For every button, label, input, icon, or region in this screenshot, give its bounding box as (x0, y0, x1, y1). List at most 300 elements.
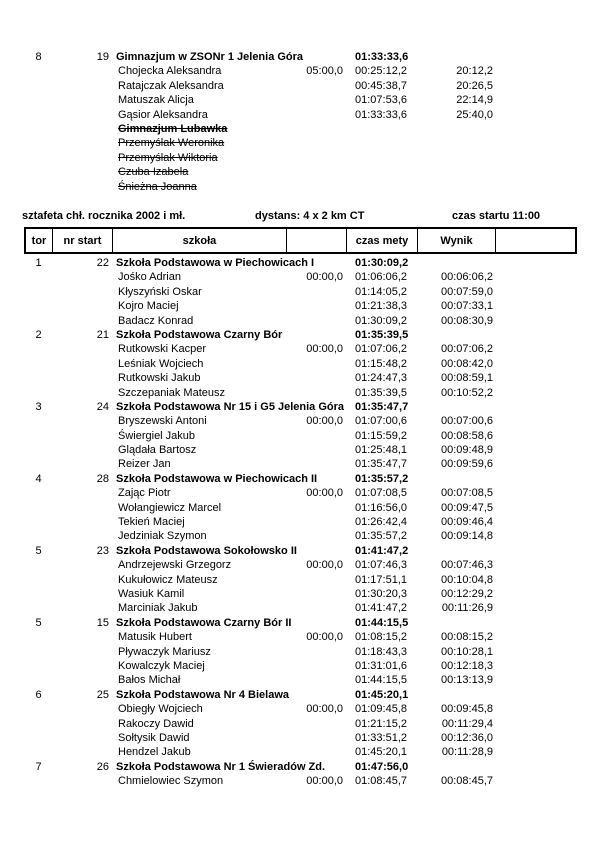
empty-cell (287, 745, 347, 759)
empty-cell (497, 180, 577, 194)
empty-cell (418, 544, 497, 558)
empty-cell (53, 745, 113, 759)
finish-time: 01:07:00,6 (355, 415, 407, 428)
athlete-row (24, 429, 577, 443)
empty-cell (287, 587, 347, 601)
start-offset: 00:00,0 (306, 415, 343, 428)
empty-cell (53, 285, 113, 299)
athlete-row (24, 285, 577, 299)
finish-time: 01:24:47,3 (355, 372, 407, 385)
athlete-row (24, 630, 577, 644)
athlete-row (24, 108, 577, 122)
empty-cell (287, 472, 347, 486)
leg-time: 00:08:15,2 (441, 631, 493, 644)
finish-time: 01:09:45,8 (355, 703, 407, 716)
start-number-cell: 26 (96, 760, 109, 773)
athlete-name: Szczepaniak Mateusz (118, 386, 225, 399)
empty-cell (53, 529, 113, 543)
athlete-name: Chmielowiec Szymon (118, 775, 224, 788)
empty-cell (497, 702, 577, 716)
empty-cell (24, 558, 53, 572)
athlete-row (24, 414, 577, 428)
empty-cell (347, 151, 418, 165)
empty-cell (53, 645, 113, 659)
empty-cell (418, 400, 497, 414)
empty-cell (497, 64, 577, 78)
start-offset: 00:00,0 (306, 703, 343, 716)
empty-cell (24, 314, 53, 328)
school-name: Szkoła Podstawowa w Piechowicach II (116, 472, 318, 485)
empty-cell (53, 731, 113, 745)
empty-cell (53, 357, 113, 371)
empty-cell (497, 688, 577, 702)
start-offset: 00:00,0 (306, 487, 343, 500)
empty-cell (53, 486, 113, 500)
athlete-name: Zając Piotr (118, 487, 171, 500)
team-row (24, 50, 577, 64)
empty-cell (497, 429, 577, 443)
leg-time: 00:07:33,1 (441, 300, 493, 313)
empty-cell (497, 544, 577, 558)
start-offset: 00:00,0 (306, 271, 343, 284)
start-number-cell: 19 (96, 51, 109, 63)
empty-cell (418, 151, 497, 165)
empty-cell (24, 180, 53, 194)
empty-cell (497, 486, 577, 500)
empty-cell (497, 328, 577, 342)
empty-cell (287, 429, 347, 443)
finish-time: 01:41:47,2 (355, 602, 407, 615)
empty-cell (53, 558, 113, 572)
athlete-name: Matuszak Alicja (118, 94, 194, 107)
athlete-name: Rutkowski Jakub (118, 372, 201, 385)
empty-cell (24, 342, 53, 356)
empty-cell (497, 299, 577, 313)
athlete-name: Tekień Maciej (118, 516, 185, 529)
start-offset: 00:00,0 (306, 559, 343, 572)
empty-cell (287, 443, 347, 457)
athlete-name: Obiegły Wojciech (118, 703, 203, 716)
empty-cell (497, 270, 577, 284)
empty-cell (53, 501, 113, 515)
start-offset: 00:00,0 (306, 343, 343, 356)
empty-cell (497, 314, 577, 328)
leg-time: 00:07:08,5 (441, 487, 493, 500)
empty-cell (287, 256, 347, 270)
empty-cell (24, 745, 53, 759)
category-label: sztafeta chł. rocznika 2002 i mł. (22, 210, 186, 222)
empty-cell (24, 630, 53, 644)
start-time-label: czas startu 11:00 (452, 210, 541, 222)
team-row (24, 688, 577, 702)
empty-cell (418, 122, 497, 136)
empty-cell (287, 515, 347, 529)
empty-cell (497, 472, 577, 486)
team-total-time: 01:35:47,7 (355, 400, 409, 413)
empty-cell (53, 673, 113, 687)
team-total-time: 01:44:15,5 (355, 616, 409, 629)
athlete-row (24, 314, 577, 328)
column-header-nr-start: nr start (53, 229, 113, 252)
empty-cell (24, 299, 53, 313)
empty-cell (497, 558, 577, 572)
empty-cell (497, 573, 577, 587)
empty-cell (24, 731, 53, 745)
leg-time: 00:09:14,8 (441, 530, 493, 543)
empty-cell (24, 357, 53, 371)
empty-cell (287, 457, 347, 471)
empty-cell (24, 165, 53, 179)
lane-cell: 6 (35, 688, 42, 701)
athlete-row (24, 443, 577, 457)
finish-time: 01:18:43,3 (355, 645, 407, 658)
leg-time: 00:09:45,8 (441, 703, 493, 716)
school-name: Szkoła Podstawowa Sokołowsko II (116, 544, 297, 557)
empty-cell (24, 573, 53, 587)
athlete-name: Kłyszyński Oskar (118, 285, 202, 298)
crossed-out-name: Śnieżna Joanna (118, 180, 197, 193)
empty-cell (497, 717, 577, 731)
column-header-tor: tor (26, 229, 53, 252)
empty-cell (287, 50, 347, 64)
previous-category-block (24, 50, 577, 194)
crossed-out-name: Gimnazjum Lubawka (118, 122, 228, 135)
athlete-row (24, 342, 577, 356)
leg-time: 22:14,9 (456, 94, 493, 107)
empty-cell (497, 645, 577, 659)
empty-cell (287, 299, 347, 313)
leg-time: 00:07:00,6 (441, 415, 493, 428)
column-header-school: szkoła (113, 229, 287, 252)
empty-cell (347, 165, 418, 179)
empty-cell (497, 673, 577, 687)
lane-cell: 2 (35, 328, 42, 341)
crossed-out-row (24, 165, 577, 179)
athlete-row (24, 457, 577, 471)
athlete-name: Rutkowski Kacper (118, 343, 207, 356)
empty-cell (418, 688, 497, 702)
start-number-cell: 28 (96, 472, 109, 485)
empty-cell (53, 165, 113, 179)
empty-cell (287, 688, 347, 702)
finish-time: 01:35:47,7 (355, 458, 407, 471)
start-number-cell: 25 (96, 688, 109, 701)
athlete-name: Reizer Jan (118, 458, 171, 471)
column-header-wynik: Wynik (418, 229, 496, 252)
empty-cell (287, 573, 347, 587)
empty-cell (24, 601, 53, 615)
school-name: Szkoła Podstawowa Nr 15 i G5 Jelenia Góra (116, 400, 345, 413)
athlete-row (24, 717, 577, 731)
athlete-name: Pływaczyk Mariusz (118, 645, 211, 658)
finish-time: 01:07:06,2 (355, 343, 407, 356)
school-name: Szkoła Podstawowa w Piechowicach I (116, 257, 315, 269)
empty-cell (497, 357, 577, 371)
empty-cell (287, 285, 347, 299)
empty-cell (287, 136, 347, 150)
finish-time: 01:15:59,2 (355, 429, 407, 442)
athlete-name: Gąsior Aleksandra (118, 108, 208, 121)
empty-cell (418, 50, 497, 64)
empty-cell (24, 64, 53, 78)
empty-cell (53, 630, 113, 644)
lane-cell: 5 (35, 616, 42, 629)
empty-cell (53, 515, 113, 529)
empty-cell (497, 93, 577, 107)
results-table-header (24, 227, 577, 254)
leg-time: 00:07:59,0 (441, 285, 493, 298)
athlete-name: Wasiuk Kamil (118, 587, 185, 600)
empty-cell (287, 93, 347, 107)
athlete-row (24, 529, 577, 543)
start-number-cell: 21 (96, 328, 109, 341)
empty-cell (287, 645, 347, 659)
school-name: Szkoła Podstawowa Nr 1 Świeradów Zd. (116, 760, 326, 773)
leg-time: 00:08:45,7 (441, 775, 493, 788)
finish-time: 01:33:33,6 (355, 108, 407, 121)
empty-cell (418, 616, 497, 630)
athlete-name: Kukułowicz Mateusz (118, 573, 218, 586)
empty-cell (497, 79, 577, 93)
empty-cell (53, 601, 113, 615)
finish-time: 01:07:53,6 (355, 94, 407, 107)
start-offset: 00:00,0 (306, 775, 343, 788)
athlete-row (24, 515, 577, 529)
empty-cell (24, 501, 53, 515)
empty-cell (53, 93, 113, 107)
athlete-row (24, 601, 577, 615)
leg-time: 00:08:42,0 (441, 357, 493, 370)
empty-cell (53, 122, 113, 136)
empty-cell (53, 702, 113, 716)
empty-cell (24, 774, 53, 788)
athlete-row (24, 270, 577, 284)
empty-cell (287, 357, 347, 371)
leg-time: 00:13:13,9 (441, 674, 493, 687)
empty-cell (287, 108, 347, 122)
empty-cell (418, 256, 497, 270)
team-row (24, 472, 577, 486)
finish-time: 01:25:48,1 (355, 444, 407, 457)
empty-cell (53, 314, 113, 328)
empty-cell (497, 50, 577, 64)
empty-cell (497, 457, 577, 471)
athlete-row (24, 774, 577, 788)
leg-time: 00:09:59,6 (441, 458, 493, 471)
team-total-time: 01:30:09,2 (355, 257, 409, 269)
athlete-row (24, 357, 577, 371)
team-row (24, 400, 577, 414)
empty-cell (497, 136, 577, 150)
finish-time: 01:26:42,4 (355, 516, 407, 529)
empty-cell (497, 285, 577, 299)
empty-cell (497, 414, 577, 428)
athlete-row (24, 93, 577, 107)
empty-cell (53, 371, 113, 385)
athlete-name: Świergiel Jakub (118, 429, 196, 442)
finish-time: 01:15:48,2 (355, 357, 407, 370)
empty-cell (24, 673, 53, 687)
empty-cell (497, 731, 577, 745)
empty-cell (53, 587, 113, 601)
empty-cell (24, 122, 53, 136)
finish-time: 01:06:06,2 (355, 271, 407, 284)
athlete-row (24, 386, 577, 400)
athlete-name: Andrzejewski Grzegorz (118, 559, 232, 572)
empty-cell (53, 774, 113, 788)
lane-cell: 4 (35, 472, 42, 485)
column-header-empty (496, 229, 575, 252)
finish-time: 01:30:09,2 (355, 314, 407, 327)
empty-cell (53, 443, 113, 457)
athlete-name: Wołangiewicz Marcel (118, 501, 222, 514)
leg-time: 00:09:48,9 (441, 444, 493, 457)
empty-cell (24, 414, 53, 428)
empty-cell (24, 702, 53, 716)
team-row (24, 328, 577, 342)
start-number-cell: 15 (96, 616, 109, 629)
leg-time: 00:08:59,1 (441, 372, 493, 385)
leg-time: 25:40,0 (456, 108, 493, 121)
leg-time: 00:12:29,2 (441, 587, 493, 600)
empty-cell (418, 472, 497, 486)
empty-cell (24, 486, 53, 500)
start-number-cell: 22 (96, 257, 109, 269)
leg-time: 00:10:52,2 (441, 386, 493, 399)
column-header-czas-mety: czas mety (347, 229, 418, 252)
empty-cell (497, 774, 577, 788)
athlete-name: Glądała Bartosz (118, 444, 197, 457)
start-number-cell: 24 (96, 400, 109, 413)
athlete-row (24, 702, 577, 716)
athlete-row (24, 573, 577, 587)
team-total-time: 01:35:39,5 (355, 328, 409, 341)
athlete-name: Sołtysik Dawid (118, 731, 190, 744)
empty-cell (287, 760, 347, 774)
team-total-time: 01:33:33,6 (355, 51, 409, 63)
empty-cell (497, 659, 577, 673)
empty-cell (287, 151, 347, 165)
empty-cell (497, 256, 577, 270)
empty-cell (287, 501, 347, 515)
finish-time: 01:07:08,5 (355, 487, 407, 500)
leg-time: 00:07:06,2 (441, 343, 493, 356)
empty-cell (287, 601, 347, 615)
finish-time: 01:07:46,3 (355, 559, 407, 572)
empty-cell (418, 760, 497, 774)
finish-time: 01:31:01,6 (355, 659, 407, 672)
athlete-row (24, 64, 577, 78)
team-total-time: 01:35:57,2 (355, 472, 409, 485)
empty-cell (53, 299, 113, 313)
empty-cell (287, 314, 347, 328)
empty-cell (497, 630, 577, 644)
leg-time: 00:09:47,5 (441, 501, 493, 514)
empty-cell (497, 529, 577, 543)
empty-cell (347, 136, 418, 150)
leg-time: 00:11:29,4 (441, 717, 493, 730)
empty-cell (24, 429, 53, 443)
athlete-name: Ratajczak Aleksandra (118, 79, 224, 92)
start-offset: 00:00,0 (306, 631, 343, 644)
empty-cell (24, 587, 53, 601)
empty-cell (287, 659, 347, 673)
empty-cell (418, 136, 497, 150)
finish-time: 01:08:45,7 (355, 775, 407, 788)
team-row (24, 616, 577, 630)
finish-time: 01:35:39,5 (355, 386, 407, 399)
empty-cell (287, 328, 347, 342)
empty-cell (53, 108, 113, 122)
empty-cell (287, 79, 347, 93)
leg-time: 00:09:46,4 (441, 516, 493, 529)
school-name: Szkoła Podstawowa Czarny Bór II (116, 616, 292, 629)
empty-cell (24, 515, 53, 529)
empty-cell (497, 587, 577, 601)
empty-cell (24, 371, 53, 385)
athlete-name: Marciniak Jakub (118, 602, 198, 615)
column-header-empty (287, 229, 347, 252)
empty-cell (24, 443, 53, 457)
empty-cell (497, 400, 577, 414)
empty-cell (24, 457, 53, 471)
leg-time: 00:11:26,9 (441, 602, 493, 615)
athlete-row (24, 587, 577, 601)
empty-cell (497, 501, 577, 515)
team-total-time: 01:45:20,1 (355, 688, 409, 701)
finish-time: 00:25:12,2 (355, 65, 407, 78)
empty-cell (497, 151, 577, 165)
lane-cell: 1 (35, 257, 42, 269)
empty-cell (418, 180, 497, 194)
empty-cell (287, 717, 347, 731)
results-table-body (24, 256, 577, 788)
crossed-out-row (24, 136, 577, 150)
empty-cell (347, 180, 418, 194)
leg-time: 00:10:04,8 (441, 573, 493, 586)
leg-time: 00:07:46,3 (441, 559, 493, 572)
empty-cell (287, 371, 347, 385)
leg-time: 00:06:06,2 (441, 271, 493, 284)
team-total-time: 01:41:47,2 (355, 544, 409, 557)
athlete-row (24, 673, 577, 687)
athlete-name: Rakoczy Dawid (118, 717, 194, 730)
start-number-cell: 23 (96, 544, 109, 557)
empty-cell (287, 616, 347, 630)
athlete-name: Matusik Hubert (118, 631, 192, 644)
athlete-name: Kowalczyk Maciej (118, 659, 205, 672)
empty-cell (497, 386, 577, 400)
finish-time: 01:30:20,3 (355, 587, 407, 600)
team-row (24, 544, 577, 558)
empty-cell (287, 122, 347, 136)
athlete-name: Bałos Michał (118, 674, 181, 687)
athlete-row (24, 371, 577, 385)
empty-cell (287, 386, 347, 400)
empty-cell (287, 180, 347, 194)
empty-cell (418, 165, 497, 179)
empty-cell (53, 270, 113, 284)
athlete-row (24, 645, 577, 659)
empty-cell (53, 573, 113, 587)
empty-cell (53, 180, 113, 194)
empty-cell (53, 717, 113, 731)
empty-cell (53, 342, 113, 356)
leg-time: 00:10:28,1 (441, 645, 493, 658)
athlete-name: Jośko Adrian (118, 271, 181, 284)
team-row (24, 760, 577, 774)
empty-cell (24, 136, 53, 150)
